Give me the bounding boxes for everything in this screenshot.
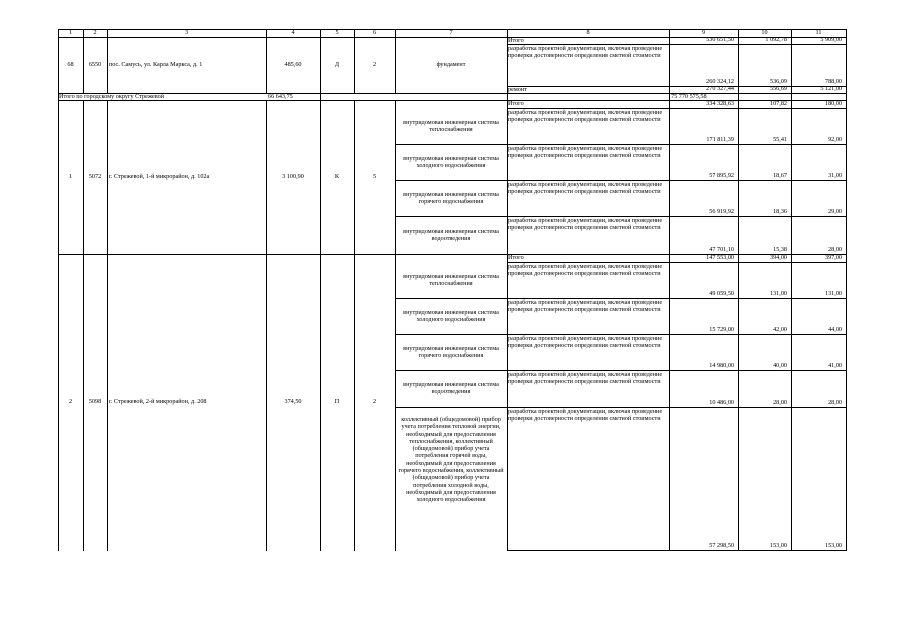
cost-value: 530 651,50 (706, 36, 734, 43)
district-total-area: 66 643,75 (268, 93, 293, 100)
cost-value: 57 895,92 (709, 172, 734, 179)
table-column-rule (846, 29, 847, 551)
table-column-rule (58, 29, 59, 551)
house-address: г. Стрежевой, 2-й микрорайон, д. 208 (109, 398, 207, 405)
cost-value: 57 298,50 (709, 542, 734, 549)
total-label: Итого (508, 254, 524, 261)
district-total-sum: 75 770 575,58 (671, 93, 707, 100)
column-header: 6 (372, 29, 377, 36)
cost-per-m2-value: 42,00 (773, 326, 787, 333)
cost-value: 171 811,39 (706, 136, 734, 143)
house-code: 6550 (88, 61, 102, 68)
work-description: разработка проектной документации, включая проведение проверки достоверности определения сметной стоимости (508, 408, 663, 423)
cost-per-m2-value: 1 092,78 (765, 36, 787, 43)
cost-per-m2-value: 556,69 (769, 85, 787, 92)
work-element: внутридомовая инженерная система холодного водоснабжения (403, 309, 499, 324)
house-type: Д (334, 61, 340, 68)
house-code: 5098 (88, 398, 102, 405)
work-element: внутридомовая инженерная система теплоснабжения (403, 273, 499, 288)
table-rule (507, 550, 847, 551)
column-header: 11 (815, 29, 822, 36)
cost-value: 334 328,63 (706, 100, 734, 107)
table-column-rule (507, 29, 508, 551)
cost-value: 10 486,00 (709, 399, 734, 406)
cost-per-m2-value: 107,82 (769, 100, 787, 107)
cost-per-m2-value: 394,00 (769, 254, 787, 261)
cost-per-m2-value: 40,00 (773, 362, 787, 369)
work-element: внутридомовая инженерная система холодного водоснабжения (403, 155, 499, 170)
table-column-rule (266, 100, 267, 551)
cost-per-m2-value: 15,38 (773, 246, 787, 253)
limit-value: 41,00 (828, 362, 842, 369)
table-column-rule (791, 29, 792, 551)
work-description: разработка проектной документации, включая проведение проверки достоверности определения сметной стоимости (508, 371, 663, 386)
limit-value: 28,00 (828, 399, 842, 406)
cost-per-m2-value: 18,67 (773, 172, 787, 179)
cost-value: 49 059,50 (709, 290, 734, 297)
column-header: 8 (586, 29, 590, 36)
work-element: внутридомовая инженерная система горячего водоснабжения (403, 345, 499, 360)
work-element: фундамент (436, 61, 466, 68)
house-address: пос. Самусь, ул. Карла Маркса, д. 1 (109, 61, 203, 68)
work-description: разработка проектной документации, включая проведение проверки достоверности определения сметной стоимости (508, 217, 663, 232)
limit-value: 28,00 (828, 246, 842, 253)
work-description: ремонт (508, 86, 527, 93)
column-header: 10 (761, 29, 768, 36)
house-floors: 5 (372, 173, 377, 180)
house-floors: 2 (372, 61, 377, 68)
cost-value: 270 327,44 (706, 85, 734, 92)
column-header: 4 (291, 29, 295, 36)
house-type: П (334, 398, 340, 405)
table-column-rule (738, 29, 739, 551)
table-column-rule (83, 100, 84, 551)
limit-value: 29,00 (828, 208, 842, 215)
table-column-rule (395, 100, 396, 551)
work-description: разработка проектной документации, включая проведение проверки достоверности определения сметной стоимости (508, 145, 663, 160)
work-description: разработка проектной документации, включая проведение проверки достоверности определения сметной стоимости (508, 109, 663, 124)
limit-value: 788,00 (824, 78, 842, 85)
house-area: 3 100,90 (282, 173, 304, 180)
cost-per-m2-value: 55,41 (773, 136, 787, 143)
limit-value: 31,00 (828, 172, 842, 179)
limit-value: 92,00 (828, 136, 842, 143)
limit-value: 397,00 (824, 254, 842, 261)
cost-value: 15 729,00 (709, 326, 734, 333)
column-header: 5 (335, 29, 339, 36)
work-description: разработка проектной документации, включая проведение проверки достоверности определения сметной стоимости (508, 299, 663, 314)
work-element: внутридомовая инженерная система водоотведения (403, 381, 499, 396)
table-column-rule (354, 100, 355, 551)
work-element: внутридомовая инженерная система водоотведения (403, 228, 499, 243)
limit-value: 153,00 (824, 542, 842, 549)
column-header: 1 (68, 29, 73, 36)
column-header: 9 (701, 29, 706, 36)
house-address: г. Стрежевой, 1-й микрорайон, д. 102а (109, 173, 210, 180)
table-column-rule (107, 100, 108, 551)
cost-value: 47 701,10 (709, 246, 734, 253)
cost-value: 147 553,00 (706, 254, 734, 261)
work-description: разработка проектной документации, включая проведение проверки достоверности определения сметной стоимости (508, 45, 663, 60)
cost-value: 260 324,12 (706, 78, 734, 85)
work-element: коллективный (общедомовой) прибор учета потребления тепловой энергии, необходимый для предоставления теплоснабжения, коллективный (общедомовой) прибор учета потребления горячей воды, необходимый для предоставления горячего водоснабжения, коллективный (общедомовой) прибор учета потребления холодной воды, необходимый для предоставления холодного водоснабжения (398, 416, 504, 504)
cost-value: 14 980,00 (709, 362, 734, 369)
cost-value: 56 919,92 (709, 208, 734, 215)
work-element: внутридомовая инженерная система теплоснабжения (403, 119, 499, 134)
house-floors: 2 (372, 398, 377, 405)
total-label: Итого (508, 100, 524, 107)
cost-per-m2-value: 28,00 (773, 399, 787, 406)
row-number: 68 (67, 61, 74, 68)
limit-value: 5 121,00 (820, 85, 842, 92)
house-area: 374,50 (284, 398, 302, 405)
district-total-label: Итого по городскому округу Стрежевой (59, 93, 165, 100)
cost-per-m2-value: 131,00 (769, 290, 787, 297)
house-type: К (334, 173, 340, 180)
row-number: 1 (68, 173, 73, 180)
column-header: 3 (184, 29, 189, 36)
house-code: 5072 (88, 173, 102, 180)
work-description: разработка проектной документации, включая проведение проверки достоверности определения сметной стоимости (508, 335, 663, 350)
table-column-rule (669, 29, 670, 551)
limit-value: 180,00 (824, 100, 842, 107)
cost-per-m2-value: 153,00 (769, 542, 787, 549)
limit-value: 131,00 (824, 290, 842, 297)
work-description: разработка проектной документации, включая проведение проверки достоверности определения сметной стоимости (508, 263, 663, 278)
column-header: 7 (449, 29, 453, 36)
limit-value: 5 909,00 (820, 36, 842, 43)
cost-per-m2-value: 18,36 (773, 208, 787, 215)
row-number: 2 (68, 398, 73, 405)
total-label: Итого (508, 37, 524, 44)
limit-value: 44,00 (828, 326, 842, 333)
house-area: 485,60 (284, 61, 302, 68)
table-column-rule (320, 100, 321, 551)
table-column-rule (107, 29, 108, 94)
work-element: внутридомовая инженерная система горячего водоснабжения (403, 191, 499, 206)
column-header: 2 (93, 29, 97, 36)
cost-per-m2-value: 536,09 (769, 78, 787, 85)
work-description: разработка проектной документации, включая проведение проверки достоверности определения сметной стоимости (508, 181, 663, 196)
